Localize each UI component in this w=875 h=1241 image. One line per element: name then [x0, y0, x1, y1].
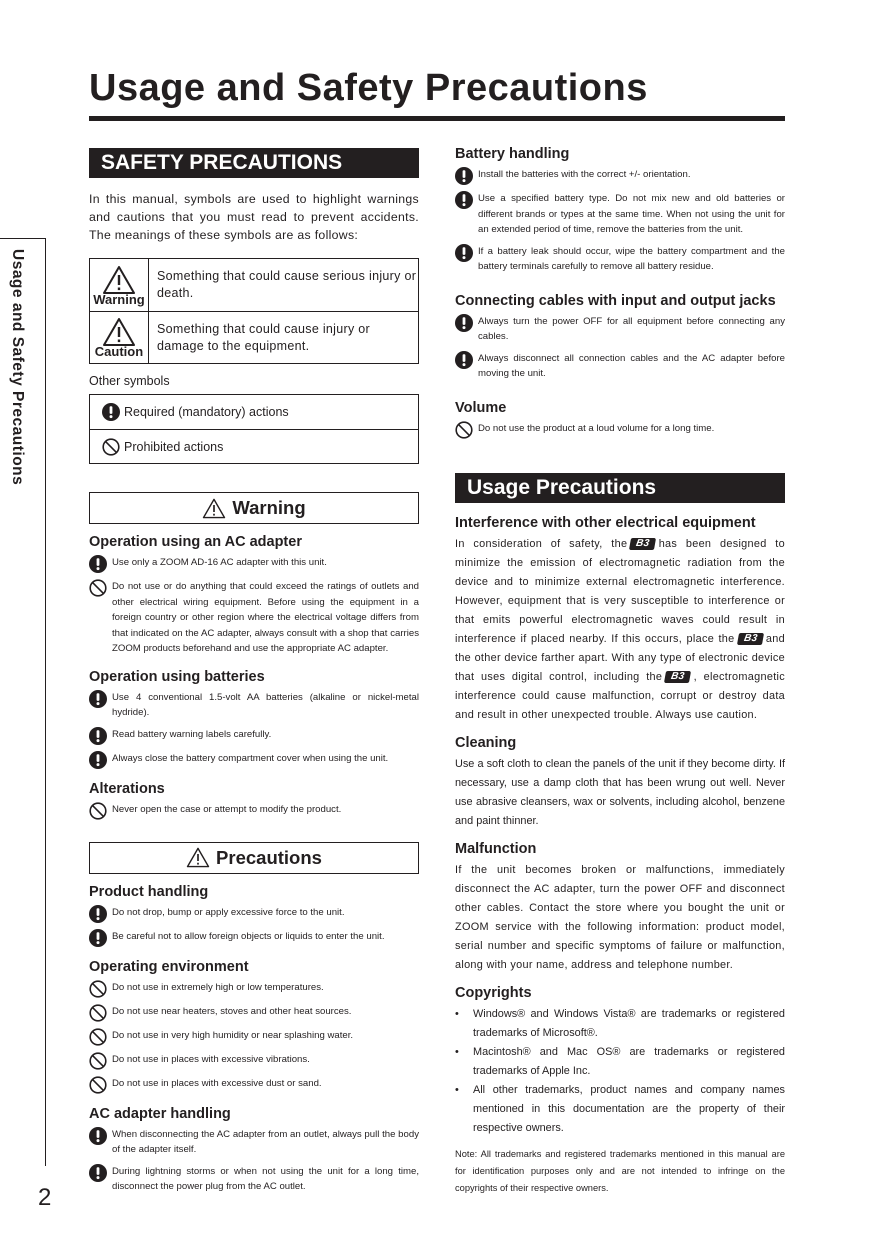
bullet-icon: • [455, 1007, 459, 1020]
mandatory-icon [89, 751, 107, 769]
precaution-item [89, 751, 419, 769]
copyright-bullet-text: Windows® and Windows Vista® are trademarks or registered trademarks of Microsoft®. [473, 1007, 785, 1039]
precaution-list [455, 421, 785, 439]
precaution-item [89, 905, 419, 923]
mandatory-icon [455, 351, 473, 369]
precaution-text: When disconnecting the AC adapter from an outlet, always pull the body of the adapter itself. [112, 1128, 419, 1155]
interference-part-1: In consideration of safety, the [455, 537, 628, 550]
precaution-item [455, 351, 785, 382]
copyright-bullet [455, 1005, 785, 1043]
precaution-text: Do not use in places with excessive dust or sand. [112, 1077, 322, 1089]
precautions-sections [89, 882, 419, 1195]
precaution-item [89, 1164, 419, 1195]
precaution-item [455, 167, 785, 185]
precaution-item [89, 980, 419, 998]
right-column [455, 144, 785, 1197]
caution-symbol-description: Something that could cause injury or damage to the equipment. [157, 321, 370, 353]
mandatory-icon [89, 905, 107, 923]
side-tab-label: Usage and Safety Precautions [9, 249, 26, 486]
precaution-text: Do not use in very high humidity or near splashing water. [112, 1029, 354, 1041]
precautions-heading-icon [186, 847, 210, 868]
copyright-bullet [455, 1081, 785, 1138]
safety-banner: SAFETY PRECAUTIONS [89, 148, 419, 178]
right-sections [455, 144, 785, 439]
precaution-text: Install the batteries with the correct +/- orientation. [478, 169, 691, 180]
mandatory-icon [455, 191, 473, 209]
symbol-row-caution [89, 311, 419, 363]
copyright-bullets [455, 1005, 785, 1138]
precaution-list [455, 314, 785, 382]
warning-heading-box [89, 492, 419, 524]
precaution-text: Never open the case or attempt to modify the product. [112, 803, 342, 815]
section-title: Product handling [89, 883, 209, 900]
precaution-text: If a battery leak should occur, wipe the battery compartment and the battery terminals carefully to remove all battery residue. [478, 245, 785, 272]
section-title: Alterations [89, 780, 165, 797]
prohibited-icon [89, 1052, 107, 1070]
mandatory-icon [455, 244, 473, 262]
precaution-list [89, 905, 419, 947]
cleaning-text: Use a soft cloth to clean the panels of the unit if they become dirty. If necessary, use a damp cloth that has been wrung out well. Never use abrasive cleansers, wax or solvents, including alcohol, benzene and paint thinner. [455, 757, 785, 827]
precaution-item [89, 1076, 419, 1094]
precaution-list [89, 980, 419, 1094]
precaution-text: Do not use the product at a loud volume for a long time. [478, 422, 715, 434]
precaution-text: Use a specified battery type. Do not mix new and old batteries or different brands or types at the same time. When not using the unit for an extended period of time, remove the batteries from the unit. [478, 193, 785, 235]
copyright-bullet-text: All other trademarks, product names and company names mentioned in this documentation are the property of their respective owners. [473, 1083, 785, 1134]
prohibited-label: Prohibited actions [124, 439, 224, 454]
section-title: Volume [455, 399, 507, 416]
copyrights-title: Copyrights [455, 984, 532, 1001]
cleaning-title: Cleaning [455, 734, 517, 751]
section-title: Operating environment [89, 958, 249, 975]
mandatory-icon [89, 929, 107, 947]
precaution-text: Do not use or do anything that could exceed the ratings of outlets and other electrical wiring equipment. Before using the equipment in a foreign country or other region where the electrical voltage differs from that indicated on the AC adapter, always consult with a shop that carries ZOOM products beforehand and use the appropriate AC adapter. [112, 581, 419, 654]
warning-symbol [89, 259, 149, 311]
mandatory-icon [89, 727, 107, 745]
prohibited-icon [89, 1004, 107, 1022]
prohibited-icon [455, 421, 473, 439]
symbol-row-warning [89, 259, 419, 311]
precaution-list [89, 690, 419, 769]
precaution-text: Always turn the power OFF for all equipment before connecting any cables. [478, 315, 785, 342]
warning-symbol-text [149, 259, 419, 311]
warning-heading-icon [202, 498, 226, 519]
precaution-item [89, 690, 419, 721]
caution-triangle-icon [102, 317, 136, 347]
precaution-text: Do not use near heaters, stoves and other heat sources. [112, 1005, 352, 1017]
mandatory-icon [89, 690, 107, 708]
precaution-item [455, 314, 785, 345]
interference-part-3: and the other device farther apart. With any type of electronic device that uses digital control, including the [455, 632, 785, 683]
prohibited-icon [102, 438, 120, 456]
section-title: AC adapter handling [89, 1105, 231, 1122]
section-title: Operation using an AC adapter [89, 534, 302, 550]
warning-symbol-description: Something that could cause serious injury or death. [157, 269, 417, 300]
precaution-text: Do not use in extremely high or low temperatures. [112, 981, 324, 993]
section-title: Battery handling [455, 146, 570, 162]
precaution-text: Do not drop, bump or apply excessive force to the unit. [112, 906, 345, 918]
warning-triangle-icon [102, 265, 136, 295]
mandatory-icon [102, 403, 120, 421]
precaution-item [89, 929, 419, 947]
precaution-item [89, 1052, 419, 1070]
mandatory-icon [89, 555, 107, 573]
precaution-list [89, 555, 419, 657]
warning-symbol-label: Warning [93, 291, 145, 307]
side-tab [0, 238, 46, 1166]
safety-intro: In this manual, symbols are used to highlight warnings and cautions that you must read to prevent accidents. The meanings of these symbols are as follows: [89, 192, 419, 242]
bullet-icon: • [455, 1045, 459, 1058]
precaution-text: Be careful not to allow foreign objects or liquids to enter the unit. [112, 930, 385, 942]
precaution-item [89, 802, 419, 820]
precaution-text: Always close the battery compartment cover when using the unit. [112, 752, 389, 764]
other-row-prohibited [89, 429, 419, 463]
usage-banner: Usage Precautions [455, 473, 785, 503]
precautions-heading-box [89, 842, 419, 874]
precaution-item [455, 421, 785, 439]
page-title: Usage and Safety Precautions [89, 67, 648, 109]
caution-symbol [89, 312, 149, 363]
prohibited-icon [89, 1076, 107, 1094]
b3-logo: B3 [629, 538, 657, 550]
mandatory-icon [89, 1164, 107, 1182]
precaution-text: Do not use in places with excessive vibrations. [112, 1053, 310, 1065]
interference-part-2: has been designed to minimize the emission of electromagnetic radiation from the device and to minimize external electromagnetic interference. However, equipment that is very susceptible to interference or that emits powerful electromagnetic waves could result in interference if placed nearby. If this occurs, place the [455, 537, 785, 645]
prohibited-icon [89, 579, 107, 597]
mandatory-label: Required (mandatory) actions [124, 405, 289, 419]
interference-title: Interference with other electrical equipment [455, 514, 756, 531]
precaution-item [89, 1004, 419, 1022]
malfunction-text: If the unit becomes broken or malfunctions, immediately disconnect the AC adapter, turn the power OFF and disconnect other cables. Contact the store where you bought the unit or ZOOM service with the following information: product model, serial number and specific symptoms of failure or malfunction, along with your name, address and telephone number. [455, 863, 785, 971]
caution-symbol-label: Caution [94, 344, 144, 359]
precaution-list [89, 1127, 419, 1195]
page-number: 2 [38, 1184, 52, 1211]
malfunction-title: Malfunction [455, 840, 537, 857]
copyright-note: Note: All trademarks and registered trademarks mentioned in this manual are for identification purposes only and are not intended to infringe on the copyrights of their respective owners. [455, 1148, 785, 1193]
precaution-text: Use 4 conventional 1.5-volt AA batteries (alkaline or nickel-metal hydride). [112, 691, 419, 718]
precaution-item [89, 727, 419, 745]
symbol-table [89, 258, 419, 364]
precaution-item [89, 1127, 419, 1158]
section-title: Operation using batteries [89, 668, 265, 685]
b3-logo: B3 [736, 633, 764, 645]
copyright-bullet [455, 1043, 785, 1081]
section-title: Connecting cables with input and output jacks [455, 292, 776, 309]
prohibited-icon [89, 1028, 107, 1046]
left-column [89, 148, 419, 1195]
precautions-heading: Precautions [216, 846, 322, 868]
precaution-text: Always disconnect all connection cables and the AC adapter before moving the unit. [478, 352, 785, 379]
mandatory-icon [455, 167, 473, 185]
warning-sections [89, 532, 419, 820]
other-symbols-label: Other symbols [89, 374, 170, 388]
precaution-item [89, 1028, 419, 1046]
bullet-icon: • [455, 1083, 459, 1096]
mandatory-icon [89, 1127, 107, 1145]
caution-symbol-text [149, 312, 419, 363]
mandatory-icon [455, 314, 473, 332]
precaution-text: During lightning storms or when not using the unit for a long time, disconnect the power plug from the AC outlet. [112, 1165, 419, 1192]
warning-heading: Warning [232, 497, 306, 518]
precaution-list [89, 802, 419, 820]
prohibited-icon [89, 980, 107, 998]
interference-part-4: , electromagnetic interference could cause malfunction, corrupt or destroy data and result in other unexpected trouble. Always use caution. [455, 670, 785, 721]
precaution-text: Use only a ZOOM AD-16 AC adapter with this unit. [112, 557, 327, 568]
prohibited-icon [89, 802, 107, 820]
precaution-item [455, 191, 785, 238]
precaution-text: Read battery warning labels carefully. [112, 728, 272, 740]
b3-logo: B3 [664, 671, 692, 683]
precaution-item [455, 244, 785, 275]
copyright-bullet-text: Macintosh® and Mac OS® are trademarks or registered trademarks of Apple Inc. [473, 1045, 785, 1077]
other-symbols-table [89, 394, 419, 464]
interference-text [455, 535, 785, 725]
precaution-list [455, 167, 785, 275]
precaution-item [89, 555, 419, 573]
other-row-mandatory [89, 395, 419, 429]
title-rule [89, 116, 785, 121]
precaution-item [89, 579, 419, 657]
